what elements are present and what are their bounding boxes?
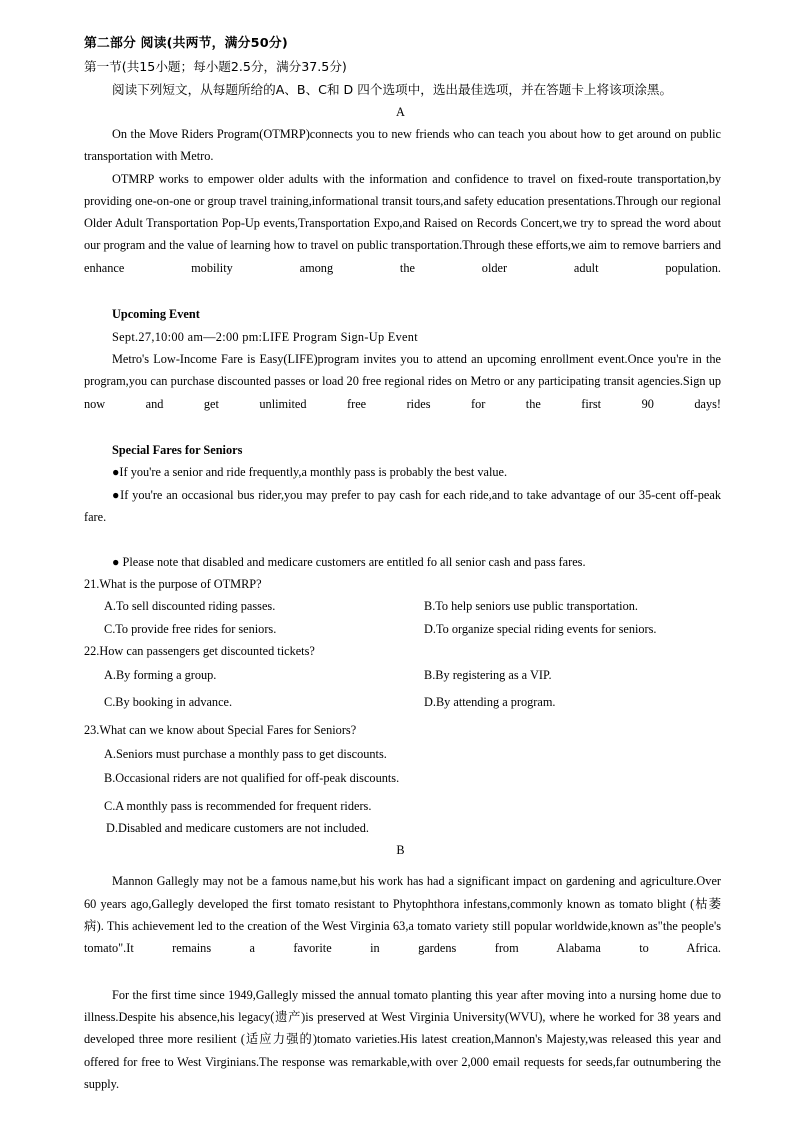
question-23-stem: 23.What can we know about Special Fares for Seniors? — [84, 722, 357, 737]
passage-a-paragraph-1: On the Move Riders Program(OTMRP)connects you to new friends who can teach you about how to get around on public transportation with Metro. — [84, 127, 721, 164]
question-22-option-b[interactable]: B.By registering as a VIP. — [424, 668, 552, 683]
question-21-option-c[interactable]: C.To provide free rides for seniors. — [104, 621, 277, 636]
special-fares-heading: Special Fares for Seniors — [112, 443, 243, 458]
question-22-option-a[interactable]: A.By forming a group. — [104, 668, 217, 683]
exam-page — [84, 32, 721, 1117]
question-22-option-d[interactable]: D.By attending a program. — [424, 695, 556, 710]
instruction-text: 阅读下列短文，从每题所给的A、B、C和 D 四个选项中，选出最佳选项，并在答题卡上将该项涂黑。 — [112, 82, 673, 97]
question-21-options-row-1 — [84, 595, 721, 617]
upcoming-event-schedule: Sept.27,10:00 am—2:00 pm:LIFE Program Sign-Up Event — [112, 329, 418, 344]
upcoming-event-heading: Upcoming Event — [112, 307, 200, 322]
part-heading: 第二部分 阅读(共两节，满分50分) — [84, 36, 288, 51]
special-fares-bullet-3: ● Please note that disabled and medicare customers are entitled fo all senior cash and pass fares. — [112, 554, 586, 569]
question-23-option-c[interactable]: C.A monthly pass is recommended for frequent riders. — [104, 798, 372, 813]
question-22-options-row-2 — [84, 691, 721, 713]
upcoming-event-body: Metro's Low-Income Fare is Easy(LIFE)program invites you to attend an upcoming enrollment event.Once you're in the program,you can purchase discounted passes or load 20 free regional rides on Metro or any participating transit agencies.Sign up now and get unlimited free rides for the first 90 days! — [84, 351, 721, 411]
question-22-stem: 22.How can passengers get discounted tickets? — [84, 643, 315, 658]
question-23-option-b[interactable]: B.Occasional riders are not qualified for off-peak discounts. — [104, 771, 400, 786]
question-21-stem: 21.What is the purpose of OTMRP? — [84, 576, 262, 591]
question-22-option-c[interactable]: C.By booking in advance. — [104, 695, 233, 710]
question-21-options-row-2 — [84, 618, 721, 640]
passage-marker-b: B — [396, 843, 405, 858]
passage-b-paragraph-2: For the first time since 1949,Gallegly missed the annual tomato planting this year after moving into a nursing home due to illness.Despite his absence,his legacy(遗产)is preserved at West Virginia University(WVU), where he worked for 38 years and developed three more resilient (适应力强的)tomato varieties.His latest creation,Mannon's Majesty,was released this year and offered for free to West Virginians.The response was remarkable,with over 2,000 email requests for seeds,far outnumbering the supply. — [84, 987, 721, 1091]
question-21-option-d[interactable]: D.To organize special riding events for seniors. — [424, 621, 657, 636]
question-21-option-b[interactable]: B.To help seniors use public transportation. — [424, 599, 638, 614]
question-23-option-d[interactable]: D.Disabled and medicare customers are not included. — [106, 820, 369, 835]
question-22-options-row-1 — [84, 664, 721, 686]
passage-marker-a: A — [396, 105, 405, 119]
passage-b-paragraph-1: Mannon Gallegly may not be a famous name,but his work has had a significant impact on gardening and agriculture.Over 60 years ago,Gallegly developed the first tomato resistant to Phytophthora infestans,commonly known as tomato blight (枯萎病). This achievement led to the creation of the West Virginia 63,a tomato variety still popular worldwide,known as"the people's tomato".It remains a favorite in gardens from Alabama to Africa. — [84, 874, 721, 956]
section-heading: 第一节(共15小题；每小题2.5分，满分37.5分) — [84, 59, 347, 74]
special-fares-bullet-2: ●If you're an occasional bus rider,you may prefer to pay cash for each ride,and to take advantage of our 35-cent off-peak fare. — [84, 487, 721, 525]
question-23-option-a[interactable]: A.Seniors must purchase a monthly pass to get discounts. — [104, 747, 387, 762]
question-21-option-a[interactable]: A.To sell discounted riding passes. — [104, 599, 276, 614]
special-fares-bullet-1: ●If you're a senior and ride frequently,a monthly pass is probably the best value. — [112, 465, 508, 480]
passage-a-paragraph-2: OTMRP works to empower older adults with the information and confidence to travel on fixed-route transportation,by providing one-on-one or group travel training,informational transit tours,and safety education presentations.Through our regional Older Adult Transportation Pop-Up events,Transportation Expo,and Raised on Records Concert,we try to spread the word about our program and the value of learning how to travel on public transportation.Through these efforts,we aim to remove barriers and enhance mobility among the older adult population. — [84, 171, 721, 275]
